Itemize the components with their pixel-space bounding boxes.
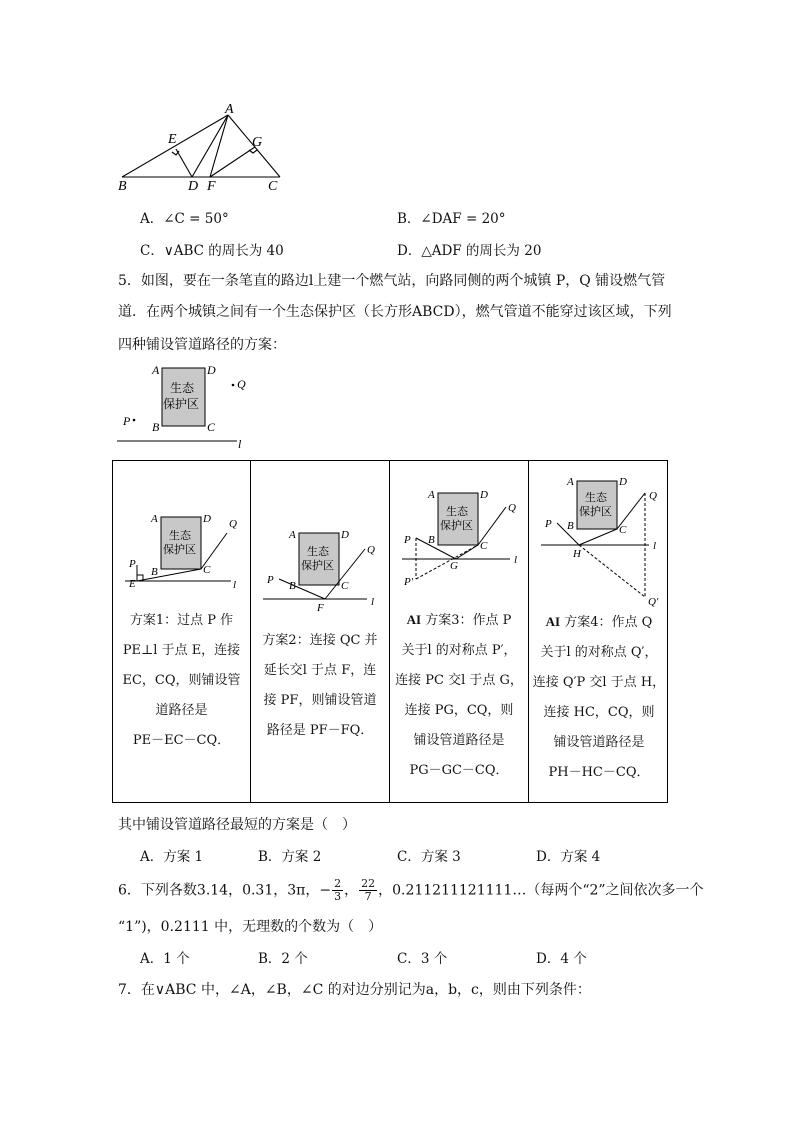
scheme-text: 方案3：作点 P — [425, 613, 512, 628]
label-Q: Q — [649, 490, 657, 502]
label-B: B — [152, 420, 160, 434]
scheme-text: 连接 PG，CQ，则 — [404, 703, 514, 718]
scheme-3-text-line — [390, 669, 528, 688]
q4-option-a: A．∠C = 50° — [140, 211, 229, 227]
label-C: C — [203, 564, 211, 576]
scheme-4-text-line — [529, 671, 669, 690]
scheme-text: 方案2：连接 QC 并 — [262, 633, 378, 648]
scheme-text: 连接 Q′P 交l 于点 H， — [532, 675, 666, 690]
q5-option-a: A．方案 1 — [140, 849, 204, 865]
q6-option-a: A．1 个 — [140, 951, 190, 967]
ai-badge: AI — [406, 612, 422, 627]
scheme-text: 道路径是 — [155, 703, 208, 718]
scheme-text: PE－EC－CQ． — [132, 733, 231, 748]
scheme-4-text-line — [529, 761, 669, 780]
zone-label-2: 保护区 — [163, 543, 196, 556]
zone-label-1: 生态 — [446, 505, 468, 518]
q6-line-1-pre: 6．下列各数3.14，0.31，3π，− — [118, 882, 332, 899]
scheme-text: 路径是 PF－FQ． — [266, 723, 374, 738]
label-A: A — [289, 529, 296, 541]
scheme-1-text-line — [113, 609, 250, 628]
label-P-prime: P′ — [404, 576, 414, 588]
q6-line-1-post: ，0.211211121111…（每两个“2”之间依次多一个 — [378, 882, 704, 899]
label-B: B — [428, 534, 435, 546]
scheme-1-text-line — [113, 639, 250, 658]
scheme-text: EC，CQ，则铺设管 — [122, 673, 241, 688]
zone-label-2: 保护区 — [163, 397, 200, 411]
label-A: A — [567, 476, 574, 488]
label-F: F — [317, 602, 324, 613]
label-E: E — [168, 132, 177, 147]
q6-option-b: B．2 个 — [258, 951, 308, 967]
q7-line-1: 7．在∨ABC 中，∠A，∠B，∠C 的对边分别记为a，b，c，则由下列条件： — [118, 982, 591, 998]
fraction-22-7 — [359, 878, 377, 903]
label-A: A — [428, 489, 435, 501]
label-l: l — [238, 437, 242, 451]
label-C: C — [207, 420, 216, 434]
scheme-1-text-line — [113, 729, 250, 748]
label-P: P — [267, 574, 274, 586]
schemes-table — [112, 460, 668, 803]
label-B: B — [118, 179, 127, 194]
label-D: D — [480, 489, 488, 501]
scheme-4-text-line — [529, 641, 669, 660]
scheme-3-cell — [390, 461, 529, 802]
scheme-text: 方案4：作点 Q — [564, 615, 653, 630]
zone-label-1: 生态 — [169, 529, 191, 542]
q5-line-2: 道．在两个城镇之间有一个生态保护区（长方形ABCD），燃气管道不能穿过该区域，下列 — [118, 304, 672, 320]
scheme-2-text-line — [251, 629, 389, 648]
zone-label-1: 生态 — [585, 491, 607, 504]
q6-option-d: D．4 个 — [536, 951, 587, 967]
scheme-1-text-line — [113, 669, 250, 688]
frac2-den: 7 — [364, 890, 372, 903]
label-D: D — [203, 513, 211, 525]
q5-line-3: 四种铺设管道路径的方案： — [118, 337, 286, 353]
scheme-4-text-line — [529, 731, 669, 750]
triangle-figure — [112, 100, 302, 196]
q5-option-b: B．方案 2 — [258, 849, 322, 865]
q4-option-c: C．∨ABC 的周长为 40 — [140, 243, 284, 259]
scheme-1-figure — [119, 505, 247, 591]
scheme-2-text-line — [251, 719, 389, 738]
label-A: A — [152, 363, 160, 377]
scheme-text: 连接 HC，CQ，则 — [543, 705, 655, 720]
q5-option-d: D．方案 4 — [536, 849, 601, 865]
scheme-3-text-line — [390, 729, 528, 748]
zone-label-2: 保护区 — [579, 505, 612, 518]
label-A: A — [151, 513, 158, 525]
scheme-4-text-line — [529, 701, 669, 720]
label-B: B — [151, 566, 158, 578]
ai-badge: AI — [545, 614, 561, 629]
scheme-4-text-line — [529, 611, 669, 630]
label-F: F — [207, 179, 216, 194]
label-D: D — [341, 529, 349, 541]
q4-option-b: B．∠DAF = 20° — [397, 211, 506, 227]
label-C: C — [480, 540, 488, 552]
label-C: C — [619, 524, 627, 536]
zone-label-1: 生态 — [170, 381, 195, 395]
label-l: l — [653, 540, 657, 552]
scheme-text: 延长交l 于点 F，连 — [263, 663, 377, 678]
frac1-num: 2 — [334, 877, 342, 890]
label-l: l — [233, 579, 237, 591]
q5-main-figure — [112, 360, 262, 452]
label-C: C — [268, 179, 278, 194]
label-B: B — [289, 580, 296, 592]
zone-label-1: 生态 — [307, 545, 329, 558]
label-H: H — [573, 548, 581, 560]
scheme-4-figure — [535, 469, 665, 609]
scheme-3-text-line — [390, 609, 528, 628]
scheme-text: 方案1：过点 P 作 — [129, 613, 234, 628]
q5-line-1: 5．如图，要在一条笔直的路边l上建一个燃气站，向路同侧的两个城镇 P，Q 铺设燃气管 — [118, 273, 666, 289]
scheme-3-text-line — [390, 699, 528, 718]
fraction-2-3 — [332, 878, 343, 903]
scheme-3-text-line — [390, 759, 528, 778]
scheme-text: 关于l 的对称点 P′， — [401, 643, 517, 658]
scheme-1-text-line — [113, 699, 250, 718]
scheme-2-text-line — [251, 689, 389, 708]
label-D: D — [188, 179, 199, 194]
label-P: P — [404, 534, 411, 546]
q6-option-c: C．3 个 — [397, 951, 448, 967]
scheme-3-figure — [396, 483, 524, 595]
label-P: P — [545, 518, 552, 530]
label-A: A — [225, 102, 234, 117]
q4-option-d: D．△ADF 的周长为 20 — [397, 243, 542, 259]
label-B: B — [567, 520, 574, 532]
scheme-3-text-line — [390, 639, 528, 658]
label-l: l — [371, 596, 375, 608]
scheme-text: 铺设管道路径是 — [553, 735, 645, 750]
label-l: l — [514, 554, 518, 566]
label-Q: Q — [229, 518, 237, 530]
scheme-text: 接 PF，则铺设管道 — [263, 693, 377, 708]
label-Q: Q — [237, 377, 246, 391]
label-C: C — [341, 580, 349, 592]
label-Q: Q — [508, 502, 516, 514]
q5-option-c: C．方案 3 — [397, 849, 461, 865]
label-G: G — [450, 560, 458, 572]
scheme-1-cell — [113, 461, 251, 802]
frac1-den: 3 — [334, 890, 342, 903]
label-Q-prime: Q′ — [648, 596, 659, 608]
scheme-text: PH－HC－CQ． — [548, 765, 650, 780]
label-D: D — [619, 476, 627, 488]
scheme-text: 连接 PC 交l 于点 G， — [395, 673, 523, 688]
label-E: E — [129, 578, 136, 590]
q5-question: 其中铺设管道路径最短的方案是（ ） — [118, 817, 356, 833]
scheme-text: 铺设管道路径是 — [413, 733, 505, 748]
label-P: P — [123, 414, 131, 428]
label-D: D — [207, 363, 216, 377]
label-G: G — [252, 135, 263, 150]
scheme-4-cell — [529, 461, 669, 802]
label-P: P — [129, 558, 136, 570]
scheme-2-text-line — [251, 659, 389, 678]
label-Q: Q — [367, 544, 375, 556]
zone-label-2: 保护区 — [440, 519, 473, 532]
zone-label-2: 保护区 — [301, 559, 334, 572]
q6-line-2: “1”)，0.2111 中，无理数的个数为（ ） — [118, 919, 383, 935]
scheme-text: PE⊥l 于点 E，连接 — [122, 643, 241, 658]
scheme-text: PG－GC－CQ． — [409, 763, 509, 778]
q6-line-1: 6．下列各数3.14，0.31，3π，− $\frac{2}{3}$ ， $\frac{22}{7}$ ，0.211211121111…（每两个“2”之间依次多一个 — [118, 877, 704, 903]
frac2-num: 22 — [361, 877, 376, 890]
scheme-2-cell — [251, 461, 390, 802]
scheme-text: 关于l 的对称点 Q′， — [540, 645, 658, 660]
scheme-2-figure — [257, 523, 385, 613]
